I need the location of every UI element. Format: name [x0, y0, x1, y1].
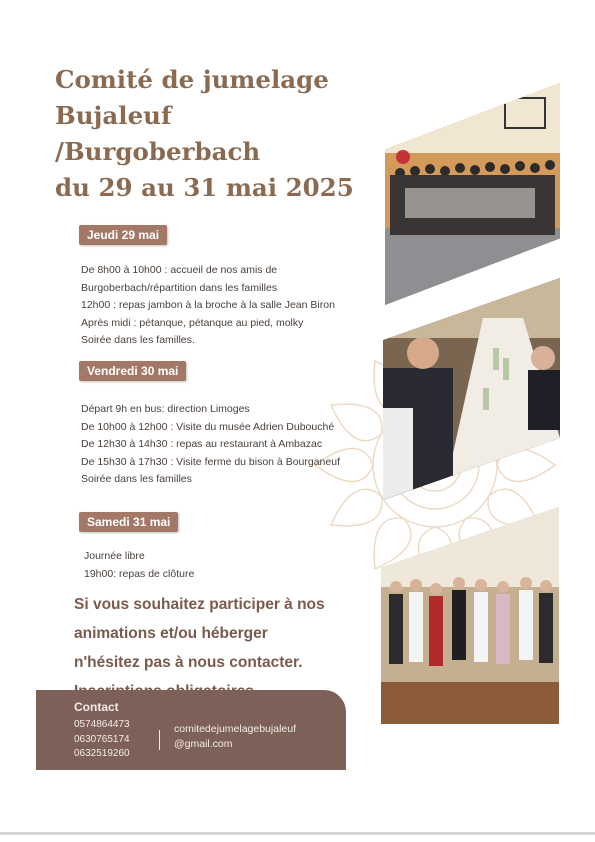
schedule-line: Journée libre [84, 550, 145, 562]
schedule-line: De 8h00 à 10h00 : accueil de nos amis de [81, 264, 278, 276]
email-address[interactable] [174, 722, 324, 752]
invitation-text [74, 590, 374, 706]
email-line: comitedejumelagebujaleuf [174, 723, 296, 735]
invite-line: Si vous souhaitez participer à nos [74, 596, 325, 613]
day-schedule-jeudi [81, 262, 335, 350]
page-edge-line [0, 832, 595, 835]
schedule-line: Soirée dans les familles [81, 473, 192, 486]
title-line: du 29 au 31 mai 2025 [55, 173, 354, 202]
email-line: @gmail.com [174, 738, 233, 750]
contact-divider [159, 730, 160, 750]
schedule-line: Après midi : pétanque, pétanque au pied, molky [81, 316, 304, 329]
schedule-line: 19h00: repas de clôture [84, 567, 195, 580]
phone-number[interactable]: 0574864473 [74, 719, 130, 730]
day-label-samedi: Samedi 31 mai [79, 512, 178, 532]
schedule-line: Burgoberbach/répartition dans les familles [81, 281, 278, 294]
schedule-line: 12h00 : repas jambon à la broche à la salle Jean Biron [81, 299, 335, 312]
day-schedule-samedi [84, 548, 194, 583]
schedule-line: De 12h30 à 14h30 : repas au restaurant à Ambazac [81, 438, 323, 451]
contact-title: Contact [74, 700, 119, 714]
title-line: Comité de jumelage [55, 65, 329, 94]
schedule-line: Soirée dans les familles. [81, 334, 195, 347]
day-label-jeudi: Jeudi 29 mai [79, 225, 167, 245]
group-photo-gymnasium [385, 83, 560, 305]
contact-box [36, 690, 346, 770]
poster-title [55, 62, 385, 206]
day-label-vendredi: Vendredi 30 mai [79, 361, 186, 381]
day-schedule-vendredi [81, 401, 340, 489]
phone-number[interactable]: 0630765174 [74, 733, 130, 745]
schedule-line: De 10h00 à 12h00 : Visite du musée Adrien Dubouché [81, 420, 335, 433]
phone-list [74, 718, 130, 762]
invite-line: animations et/ou héberger [74, 625, 268, 642]
phone-number[interactable]: 0632519260 [74, 748, 130, 759]
schedule-line: Départ 9h en bus: direction Limoges [81, 403, 250, 415]
invite-line: n'hésitez pas à nous contacter. [74, 654, 303, 671]
title-line: /Burgoberbach [55, 137, 261, 166]
schedule-line: De 15h30 à 17h30 : Visite ferme du bison à Bourganeuf [81, 455, 340, 468]
title-line: Bujaleuf [55, 101, 172, 130]
